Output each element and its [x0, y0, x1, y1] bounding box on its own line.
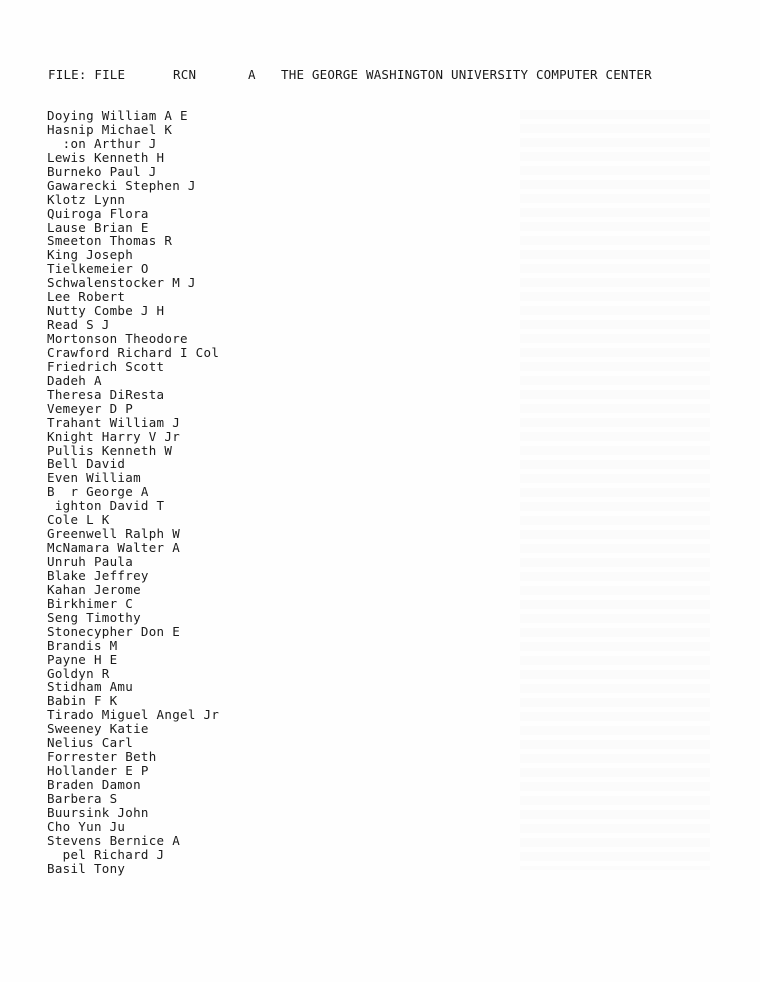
name-entry: Nelius Carl — [47, 735, 134, 751]
name-list — [47, 109, 219, 876]
name-entry: Lee Robert — [47, 289, 126, 305]
name-entry: Quiroga Flora — [47, 205, 149, 221]
name-entry: Tielkemeier O — [47, 261, 149, 277]
file-label: FILE: FILE — [48, 67, 126, 82]
rcn-label: RCN — [173, 67, 197, 82]
name-entry: Bell David — [47, 456, 126, 472]
name-entry: Birkhimer C — [47, 595, 134, 611]
name-entry: Barbera S — [47, 790, 118, 806]
name-entry: Payne H E — [47, 651, 118, 667]
name-entry: pel Richard J — [47, 846, 165, 862]
name-entry: Lewis Kenneth H — [47, 149, 165, 165]
name-entry: Hasnip Michael K — [47, 121, 173, 137]
name-entry: Stidham Amu — [47, 679, 134, 695]
name-entry: Buursink John — [47, 804, 149, 820]
name-entry: Brandis M — [47, 637, 118, 653]
name-entry: Cole L K — [47, 512, 110, 528]
name-entry: Mortonson Theodore — [47, 331, 188, 346]
name-entry: Nutty Combe J H — [47, 303, 165, 319]
name-entry: Cho Yun Ju — [47, 818, 126, 834]
name-entry: Hollander E P — [47, 763, 149, 779]
bleed-through-text — [520, 110, 710, 870]
name-entry: King Joseph — [47, 247, 134, 263]
name-entry: Burneko Paul J — [47, 163, 157, 179]
name-entry: Stonecypher Don E — [47, 623, 181, 639]
name-entry: Dadeh A — [47, 372, 102, 388]
name-entry: Tirado Miguel Angel Jr — [47, 707, 220, 723]
name-entry: Goldyn R — [47, 665, 110, 681]
name-entry: Babin F K — [47, 693, 118, 709]
name-entry: Even William — [47, 470, 141, 486]
name-entry: Gawarecki Stephen J — [47, 177, 196, 193]
name-entry: Trahant William J — [47, 414, 181, 430]
name-entry: Seng Timothy — [47, 609, 141, 625]
name-entry: Doying William A E — [47, 108, 188, 123]
header-title: THE GEORGE WASHINGTON UNIVERSITY COMPUTER CENTER — [281, 67, 652, 82]
name-entry: Lause Brian E — [47, 219, 149, 235]
name-entry: Schwalenstocker M J — [47, 275, 196, 291]
name-entry: McNamara Walter A — [47, 540, 181, 556]
name-entry: Theresa DiResta — [47, 386, 165, 402]
name-entry: Sweeney Katie — [47, 721, 149, 737]
name-entry: Blake Jeffrey — [47, 567, 149, 583]
name-entry: Read S J — [47, 317, 110, 333]
name-entry: Vemeyer D P — [47, 400, 134, 416]
name-entry: Greenwell Ralph W — [47, 526, 181, 542]
name-entry: Knight Harry V Jr — [47, 428, 181, 444]
name-entry: Pullis Kenneth W — [47, 442, 173, 458]
name-entry: Friedrich Scott — [47, 358, 165, 374]
name-entry: Kahan Jerome — [47, 581, 141, 597]
name-entry: Stevens Bernice A — [47, 832, 181, 848]
name-entry: Smeeton Thomas R — [47, 233, 173, 249]
name-entry: :on Arthur J — [47, 135, 157, 151]
name-entry: Braden Damon — [47, 777, 141, 792]
name-entry: Unruh Paula — [47, 554, 134, 569]
name-entry: B r George A — [47, 484, 149, 500]
name-entry: Crawford Richard I Col — [47, 344, 220, 360]
name-entry: ighton David T — [47, 498, 165, 514]
mode-label: A — [248, 67, 256, 82]
name-entry: Klotz Lynn — [47, 191, 126, 207]
name-entry: Forrester Beth — [47, 749, 157, 765]
name-entry: Basil Tony — [47, 860, 126, 876]
